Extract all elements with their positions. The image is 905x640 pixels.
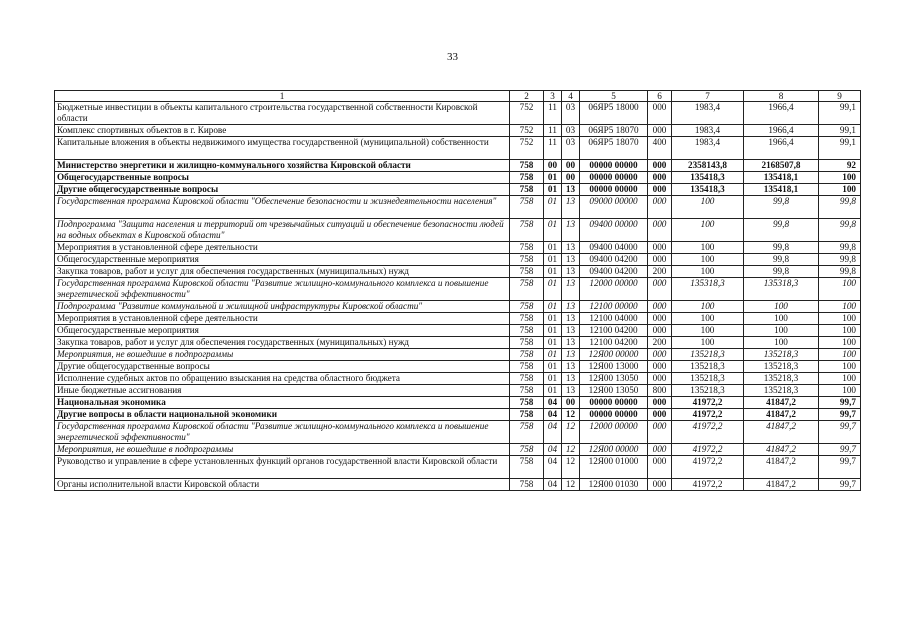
fact-cell: 99,8 — [744, 266, 819, 278]
target-article-cell: 12Я00 01030 — [580, 479, 648, 491]
row-name-cell: Иные бюджетные ассигнования — [55, 385, 510, 397]
table-row — [55, 125, 861, 137]
table-row — [55, 196, 861, 219]
expense-type-cell: 000 — [648, 242, 672, 254]
plan-cell: 1983,4 — [672, 102, 744, 125]
subsection-cell: 13 — [562, 349, 580, 361]
target-article-cell: 06ЯР5 18070 — [580, 125, 648, 137]
plan-cell: 100 — [672, 242, 744, 254]
section-cell: 01 — [544, 278, 562, 301]
expense-type-cell: 200 — [648, 266, 672, 278]
fact-cell: 135218,3 — [744, 385, 819, 397]
percent-cell: 99,1 — [819, 102, 861, 125]
expense-type-cell: 000 — [648, 397, 672, 409]
row-name-cell: Общегосударственные вопросы — [55, 172, 510, 184]
table-row — [55, 444, 861, 456]
table-row — [55, 278, 861, 301]
section-cell: 11 — [544, 102, 562, 125]
target-article-cell: 09400 04200 — [580, 254, 648, 266]
percent-cell: 100 — [819, 184, 861, 196]
percent-cell: 99,7 — [819, 409, 861, 421]
subsection-cell: 13 — [562, 266, 580, 278]
header-cell: 3 — [544, 91, 562, 102]
percent-cell: 100 — [819, 337, 861, 349]
subsection-cell: 12 — [562, 421, 580, 444]
table-row — [55, 184, 861, 196]
subsection-cell: 13 — [562, 385, 580, 397]
code-cell: 758 — [510, 184, 544, 196]
code-cell: 758 — [510, 421, 544, 444]
header-cell: 4 — [562, 91, 580, 102]
percent-cell: 99,8 — [819, 219, 861, 242]
target-article-cell: 12100 00000 — [580, 301, 648, 313]
section-cell: 01 — [544, 373, 562, 385]
expense-type-cell: 000 — [648, 444, 672, 456]
target-article-cell: 12Я00 00000 — [580, 444, 648, 456]
row-name-cell: Руководство и управление в сфере установленных функций органов государственной власти Кировской области — [55, 456, 510, 479]
subsection-cell: 00 — [562, 397, 580, 409]
target-article-cell: 12000 00000 — [580, 421, 648, 444]
plan-cell: 135218,3 — [672, 373, 744, 385]
code-cell: 758 — [510, 325, 544, 337]
section-cell: 00 — [544, 160, 562, 172]
code-cell: 758 — [510, 254, 544, 266]
target-article-cell: 12100 04200 — [580, 337, 648, 349]
row-name-cell: Комплекс спортивных объектов в г. Кирове — [55, 125, 510, 137]
section-cell: 11 — [544, 137, 562, 160]
table-row — [55, 313, 861, 325]
section-cell: 01 — [544, 184, 562, 196]
table-row — [55, 219, 861, 242]
table-row — [55, 301, 861, 313]
percent-cell: 99,1 — [819, 125, 861, 137]
percent-cell: 100 — [819, 301, 861, 313]
fact-cell: 99,8 — [744, 219, 819, 242]
section-cell: 01 — [544, 313, 562, 325]
row-name-cell: Общегосударственные мероприятия — [55, 254, 510, 266]
fact-cell: 1966,4 — [744, 125, 819, 137]
percent-cell: 92 — [819, 160, 861, 172]
code-cell: 758 — [510, 456, 544, 479]
subsection-cell: 12 — [562, 444, 580, 456]
percent-cell: 99,7 — [819, 397, 861, 409]
table-row — [55, 479, 861, 491]
expense-type-cell: 000 — [648, 373, 672, 385]
fact-cell: 41847,2 — [744, 397, 819, 409]
code-cell: 758 — [510, 196, 544, 219]
fact-cell: 135218,3 — [744, 361, 819, 373]
plan-cell: 41972,2 — [672, 397, 744, 409]
code-cell: 752 — [510, 102, 544, 125]
subsection-cell: 03 — [562, 102, 580, 125]
plan-cell: 100 — [672, 254, 744, 266]
fact-cell: 41847,2 — [744, 409, 819, 421]
subsection-cell: 12 — [562, 456, 580, 479]
percent-cell: 100 — [819, 313, 861, 325]
target-article-cell: 12100 04200 — [580, 325, 648, 337]
percent-cell: 99,1 — [819, 137, 861, 160]
table-row — [55, 385, 861, 397]
subsection-cell: 12 — [562, 409, 580, 421]
section-cell: 01 — [544, 266, 562, 278]
target-article-cell: 09400 00000 — [580, 219, 648, 242]
section-cell: 01 — [544, 172, 562, 184]
code-cell: 758 — [510, 313, 544, 325]
target-article-cell: 06ЯР5 18000 — [580, 102, 648, 125]
table-row — [55, 349, 861, 361]
subsection-cell: 13 — [562, 301, 580, 313]
subsection-cell: 13 — [562, 196, 580, 219]
plan-cell: 100 — [672, 196, 744, 219]
fact-cell: 99,8 — [744, 196, 819, 219]
code-cell: 758 — [510, 409, 544, 421]
target-article-cell: 12Я00 13000 — [580, 361, 648, 373]
fact-cell: 135418,1 — [744, 184, 819, 196]
section-cell: 04 — [544, 479, 562, 491]
target-article-cell: 12000 00000 — [580, 278, 648, 301]
expense-type-cell: 000 — [648, 349, 672, 361]
fact-cell: 99,8 — [744, 254, 819, 266]
code-cell: 758 — [510, 219, 544, 242]
plan-cell: 100 — [672, 301, 744, 313]
expense-type-cell: 000 — [648, 313, 672, 325]
row-name-cell: Министерство энергетики и жилищно-коммунального хозяйства Кировской области — [55, 160, 510, 172]
section-cell: 04 — [544, 444, 562, 456]
table-row — [55, 421, 861, 444]
row-name-cell: Другие вопросы в области национальной экономики — [55, 409, 510, 421]
subsection-cell: 00 — [562, 160, 580, 172]
plan-cell: 41972,2 — [672, 456, 744, 479]
target-article-cell: 09400 04000 — [580, 242, 648, 254]
subsection-cell: 13 — [562, 242, 580, 254]
target-article-cell: 12Я00 01000 — [580, 456, 648, 479]
row-name-cell: Исполнение судебных актов по обращению взыскания на средства областного бюджета — [55, 373, 510, 385]
percent-cell: 100 — [819, 349, 861, 361]
subsection-cell: 13 — [562, 254, 580, 266]
percent-cell: 100 — [819, 373, 861, 385]
section-cell: 01 — [544, 385, 562, 397]
table-row — [55, 361, 861, 373]
header-cell: 7 — [672, 91, 744, 102]
percent-cell: 100 — [819, 325, 861, 337]
target-article-cell: 00000 00000 — [580, 172, 648, 184]
plan-cell: 100 — [672, 325, 744, 337]
plan-cell: 135318,3 — [672, 278, 744, 301]
expense-type-cell: 000 — [648, 479, 672, 491]
expense-type-cell: 000 — [648, 160, 672, 172]
header-row — [55, 91, 861, 102]
header-cell: 5 — [580, 91, 648, 102]
code-cell: 758 — [510, 278, 544, 301]
header-cell: 8 — [744, 91, 819, 102]
fact-cell: 41847,2 — [744, 479, 819, 491]
code-cell: 758 — [510, 337, 544, 349]
target-article-cell: 12100 04000 — [580, 313, 648, 325]
target-article-cell: 12Я00 00000 — [580, 349, 648, 361]
expense-type-cell: 000 — [648, 196, 672, 219]
code-cell: 758 — [510, 172, 544, 184]
section-cell: 01 — [544, 242, 562, 254]
fact-cell: 41847,2 — [744, 456, 819, 479]
code-cell: 758 — [510, 361, 544, 373]
plan-cell: 100 — [672, 266, 744, 278]
fact-cell: 100 — [744, 337, 819, 349]
code-cell: 758 — [510, 301, 544, 313]
target-article-cell: 09000 00000 — [580, 196, 648, 219]
subsection-cell: 03 — [562, 125, 580, 137]
target-article-cell: 00000 00000 — [580, 184, 648, 196]
section-cell: 01 — [544, 301, 562, 313]
percent-cell: 99,7 — [819, 444, 861, 456]
expense-type-cell: 000 — [648, 409, 672, 421]
row-name-cell: Закупка товаров, работ и услуг для обеспечения государственных (муниципальных) нужд — [55, 337, 510, 349]
expense-type-cell: 400 — [648, 137, 672, 160]
page-number: 33 — [447, 51, 458, 63]
percent-cell: 99,8 — [819, 242, 861, 254]
percent-cell: 99,8 — [819, 266, 861, 278]
expense-type-cell: 000 — [648, 361, 672, 373]
plan-cell: 100 — [672, 219, 744, 242]
subsection-cell: 13 — [562, 219, 580, 242]
table-row — [55, 172, 861, 184]
row-name-cell: Общегосударственные мероприятия — [55, 325, 510, 337]
expense-type-cell: 000 — [648, 184, 672, 196]
plan-cell: 135218,3 — [672, 361, 744, 373]
target-article-cell: 00000 00000 — [580, 160, 648, 172]
percent-cell: 99,7 — [819, 421, 861, 444]
fact-cell: 41847,2 — [744, 444, 819, 456]
subsection-cell: 03 — [562, 137, 580, 160]
expense-type-cell: 800 — [648, 385, 672, 397]
table-row — [55, 160, 861, 172]
percent-cell: 100 — [819, 278, 861, 301]
target-article-cell: 00000 00000 — [580, 397, 648, 409]
budget-table-body — [55, 91, 861, 491]
table-row — [55, 409, 861, 421]
table-row — [55, 373, 861, 385]
target-article-cell: 00000 00000 — [580, 409, 648, 421]
section-cell: 11 — [544, 125, 562, 137]
row-name-cell: Другие общегосударственные вопросы — [55, 361, 510, 373]
expense-type-cell: 000 — [648, 325, 672, 337]
expense-type-cell: 000 — [648, 278, 672, 301]
table-row — [55, 456, 861, 479]
subsection-cell: 13 — [562, 361, 580, 373]
section-cell: 01 — [544, 219, 562, 242]
subsection-cell: 12 — [562, 479, 580, 491]
row-name-cell: Подпрограмма "Развитие коммунальной и жилищной инфраструктуры Кировской области" — [55, 301, 510, 313]
percent-cell: 99,7 — [819, 479, 861, 491]
plan-cell: 135418,3 — [672, 172, 744, 184]
section-cell: 04 — [544, 456, 562, 479]
fact-cell: 100 — [744, 301, 819, 313]
row-name-cell: Другие общегосударственные вопросы — [55, 184, 510, 196]
row-name-cell: Национальная экономика — [55, 397, 510, 409]
plan-cell: 100 — [672, 313, 744, 325]
section-cell: 01 — [544, 254, 562, 266]
expense-type-cell: 000 — [648, 102, 672, 125]
row-name-cell: Закупка товаров, работ и услуг для обеспечения государственных (муниципальных) нужд — [55, 266, 510, 278]
expense-type-cell: 000 — [648, 125, 672, 137]
expense-type-cell: 200 — [648, 337, 672, 349]
header-cell: 1 — [55, 91, 510, 102]
fact-cell: 135418,1 — [744, 172, 819, 184]
expense-type-cell: 000 — [648, 254, 672, 266]
plan-cell: 100 — [672, 337, 744, 349]
table-row — [55, 325, 861, 337]
plan-cell: 41972,2 — [672, 444, 744, 456]
fact-cell: 1966,4 — [744, 137, 819, 160]
section-cell: 01 — [544, 337, 562, 349]
fact-cell: 135218,3 — [744, 349, 819, 361]
expense-type-cell: 000 — [648, 172, 672, 184]
table-row — [55, 266, 861, 278]
expense-type-cell: 000 — [648, 456, 672, 479]
target-article-cell: 12Я00 13050 — [580, 373, 648, 385]
code-cell: 752 — [510, 125, 544, 137]
subsection-cell: 13 — [562, 325, 580, 337]
section-cell: 04 — [544, 421, 562, 444]
plan-cell: 1983,4 — [672, 137, 744, 160]
code-cell: 758 — [510, 397, 544, 409]
fact-cell: 100 — [744, 313, 819, 325]
section-cell: 01 — [544, 349, 562, 361]
code-cell: 758 — [510, 349, 544, 361]
code-cell: 758 — [510, 385, 544, 397]
fact-cell: 135218,3 — [744, 373, 819, 385]
row-name-cell: Государственная программа Кировской области "Развитие жилищно-коммунального комплекса и повышение энергетической эффективности" — [55, 421, 510, 444]
plan-cell: 2358143,8 — [672, 160, 744, 172]
header-cell: 2 — [510, 91, 544, 102]
table-row — [55, 254, 861, 266]
row-name-cell: Мероприятия, не вошедшие в подпрограммы — [55, 444, 510, 456]
plan-cell: 41972,2 — [672, 409, 744, 421]
code-cell: 752 — [510, 137, 544, 160]
fact-cell: 1966,4 — [744, 102, 819, 125]
code-cell: 758 — [510, 373, 544, 385]
fact-cell: 41847,2 — [744, 421, 819, 444]
subsection-cell: 13 — [562, 184, 580, 196]
plan-cell: 1983,4 — [672, 125, 744, 137]
subsection-cell: 00 — [562, 172, 580, 184]
row-name-cell: Подпрограмма "Защита населения и территорий от чрезвычайных ситуаций и обеспечение безопасности людей на водных объектах в Кировской области" — [55, 219, 510, 242]
fact-cell: 2168507,8 — [744, 160, 819, 172]
code-cell: 758 — [510, 479, 544, 491]
header-cell: 9 — [819, 91, 861, 102]
percent-cell: 99,7 — [819, 456, 861, 479]
table-row — [55, 137, 861, 160]
section-cell: 04 — [544, 409, 562, 421]
subsection-cell: 13 — [562, 373, 580, 385]
table-row — [55, 337, 861, 349]
row-name-cell: Мероприятия в установленной сфере деятельности — [55, 313, 510, 325]
percent-cell: 99,8 — [819, 196, 861, 219]
plan-cell: 135218,3 — [672, 349, 744, 361]
table-row — [55, 242, 861, 254]
code-cell: 758 — [510, 444, 544, 456]
percent-cell: 100 — [819, 172, 861, 184]
expense-type-cell: 000 — [648, 219, 672, 242]
plan-cell: 41972,2 — [672, 421, 744, 444]
target-article-cell: 12Я00 13050 — [580, 385, 648, 397]
plan-cell: 135218,3 — [672, 385, 744, 397]
row-name-cell: Бюджетные инвестиции в объекты капитального строительства государственной собственности Кировской области — [55, 102, 510, 125]
percent-cell: 99,8 — [819, 254, 861, 266]
row-name-cell: Мероприятия, не вошедшие в подпрограммы — [55, 349, 510, 361]
subsection-cell: 13 — [562, 278, 580, 301]
section-cell: 01 — [544, 361, 562, 373]
table-row — [55, 102, 861, 125]
plan-cell: 135418,3 — [672, 184, 744, 196]
row-name-cell: Государственная программа Кировской области "Обеспечение безопасности и жизнедеятельности населения" — [55, 196, 510, 219]
target-article-cell: 06ЯР5 18070 — [580, 137, 648, 160]
percent-cell: 100 — [819, 361, 861, 373]
code-cell: 758 — [510, 160, 544, 172]
fact-cell: 99,8 — [744, 242, 819, 254]
row-name-cell: Капитальные вложения в объекты недвижимого имущества государственной (муниципальной) собственности — [55, 137, 510, 160]
section-cell: 01 — [544, 196, 562, 219]
row-name-cell: Мероприятия в установленной сфере деятельности — [55, 242, 510, 254]
percent-cell: 100 — [819, 385, 861, 397]
table-row — [55, 397, 861, 409]
row-name-cell: Органы исполнительной власти Кировской области — [55, 479, 510, 491]
header-cell: 6 — [648, 91, 672, 102]
code-cell: 758 — [510, 266, 544, 278]
section-cell: 04 — [544, 397, 562, 409]
expense-type-cell: 000 — [648, 301, 672, 313]
expense-type-cell: 000 — [648, 421, 672, 444]
fact-cell: 100 — [744, 325, 819, 337]
subsection-cell: 13 — [562, 337, 580, 349]
fact-cell: 135318,3 — [744, 278, 819, 301]
target-article-cell: 09400 04200 — [580, 266, 648, 278]
row-name-cell: Государственная программа Кировской области "Развитие жилищно-коммунального комплекса и повышение энергетической эффективности" — [55, 278, 510, 301]
section-cell: 01 — [544, 325, 562, 337]
subsection-cell: 13 — [562, 313, 580, 325]
budget-table — [54, 90, 861, 491]
plan-cell: 41972,2 — [672, 479, 744, 491]
code-cell: 758 — [510, 242, 544, 254]
